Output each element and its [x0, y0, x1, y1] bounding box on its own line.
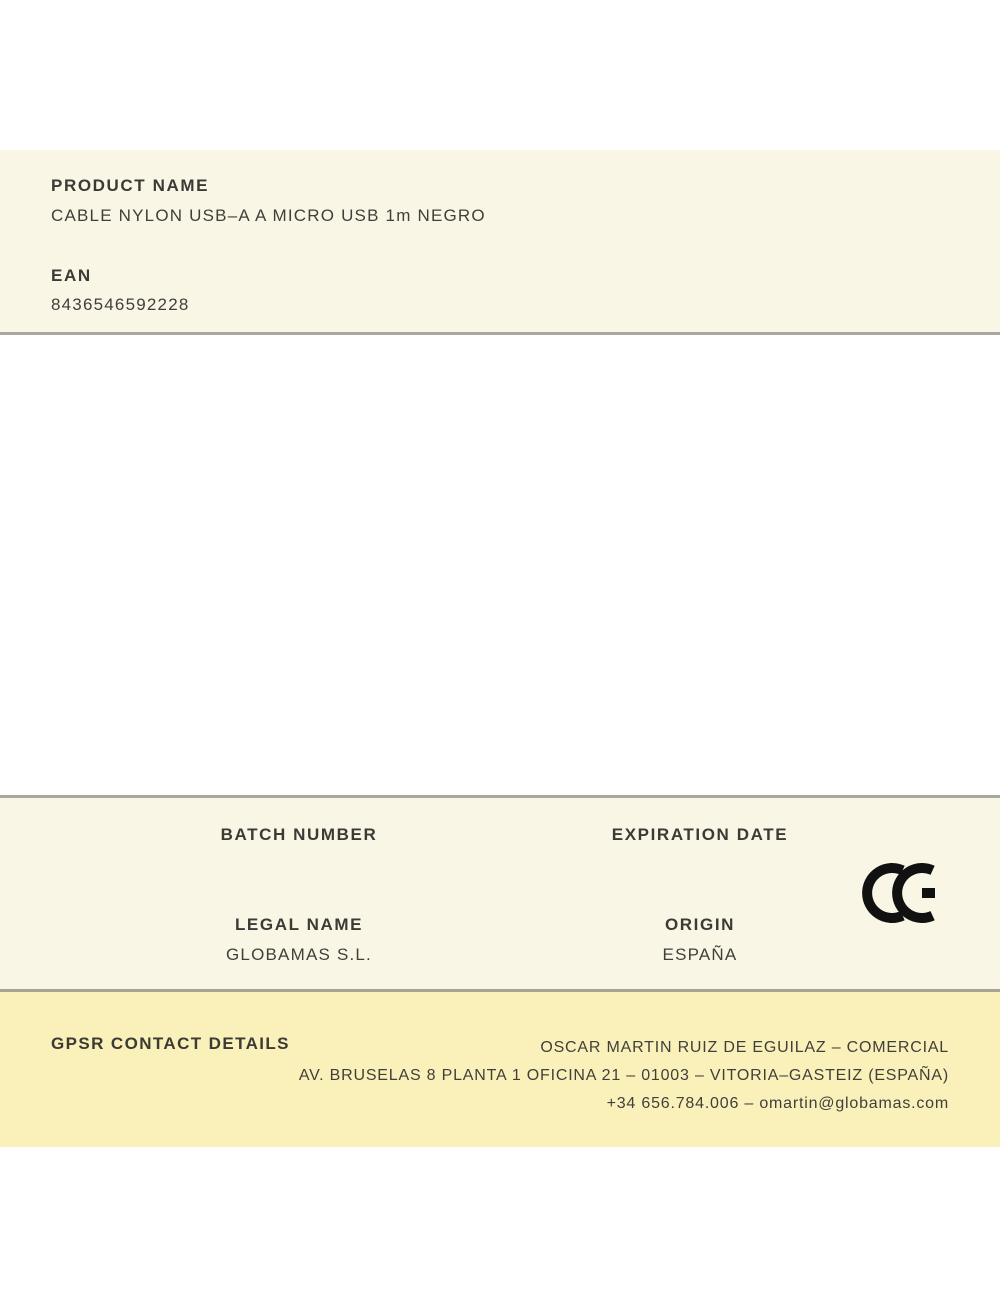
gpsr-contact-panel — [0, 992, 1000, 1147]
product-info-panel — [0, 150, 1000, 335]
product-name-value: CABLE NYLON USB–A A MICRO USB 1m NEGRO — [51, 206, 486, 225]
legal-name-value: GLOBAMAS S.L. — [226, 945, 372, 964]
ean-label: EAN — [51, 266, 92, 285]
expiration-date-label: EXPIRATION DATE — [611, 825, 789, 844]
gpsr-contact-person: OSCAR MARTIN RUIZ DE EGUILAZ – COMERCIAL — [540, 1039, 949, 1056]
ce-marking-icon — [858, 863, 942, 923]
gpsr-contact-phone-email: +34 656.784.006 – omartin@globamas.com — [606, 1095, 949, 1112]
ean-value: 8436546592228 — [51, 295, 190, 314]
batch-number-label: BATCH NUMBER — [220, 825, 378, 844]
gpsr-contact-lines — [299, 1034, 949, 1118]
product-name-label: PRODUCT NAME — [51, 176, 210, 195]
legal-name-label: LEGAL NAME — [234, 915, 364, 934]
origin-value: ESPAÑA — [662, 945, 738, 964]
batch-legal-panel — [0, 795, 1000, 992]
gpsr-contact-address: AV. BRUSELAS 8 PLANTA 1 OFICINA 21 – 01003 – VITORIA–GASTEIZ (ESPAÑA) — [298, 1067, 949, 1084]
gpsr-contact-label: GPSR CONTACT DETAILS — [51, 1034, 290, 1053]
origin-label: ORIGIN — [664, 915, 736, 934]
